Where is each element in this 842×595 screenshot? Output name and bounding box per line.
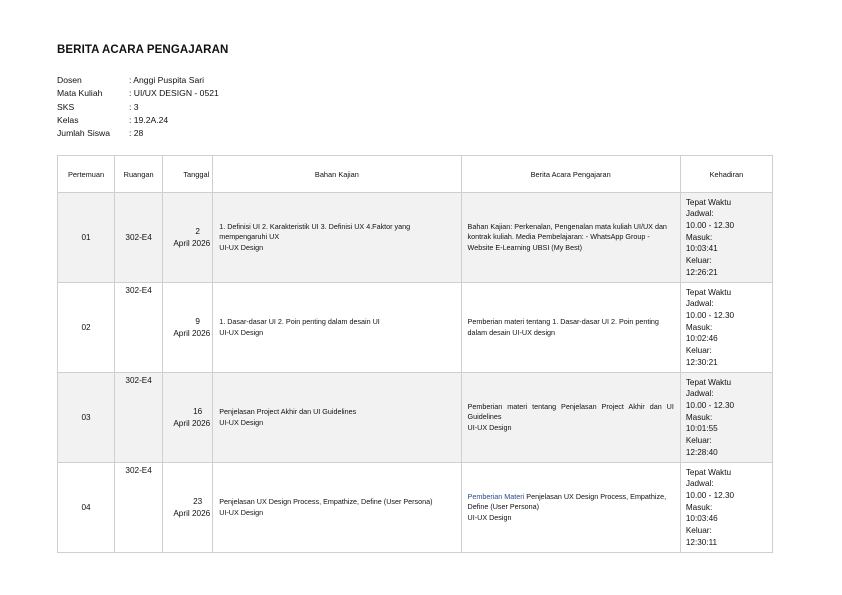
meta-row-dosen [57,74,219,87]
cell-bahan-kajian [213,463,461,553]
cell-bahan-kajian [213,283,461,373]
meta-value: : UI/UX DESIGN - 0521 [129,88,219,99]
cell-bahan-kajian [213,373,461,463]
hadir-keluar: 12:26:21 [685,267,718,277]
table-header-row [58,156,773,193]
hadir-status: Tepat Waktu [685,197,732,207]
hadir-jadwal-label: Jadwal: [685,389,714,399]
cell-berita-acara [461,283,680,373]
bahan-course: UI-UX Design [219,242,264,252]
meta-row-mata-kuliah [57,87,219,100]
tanggal-month: April 2026 [173,238,211,248]
meta-value: : 19.2A.24 [129,114,169,125]
cell-berita-acara [461,193,680,283]
hadir-masuk-label: Masuk: [685,502,713,512]
hadir-status: Tepat Waktu [685,467,732,477]
meta-label: SKS [57,101,75,112]
cell-kehadiran [680,373,772,463]
tanggal-day: 2 [195,226,200,236]
berita-text [468,492,674,513]
hadir-masuk-label: Masuk: [685,412,713,422]
cell-kehadiran [680,193,772,283]
cell-kehadiran [680,283,772,373]
table-row [58,463,773,553]
tanggal-day: 16 [193,406,203,416]
cell-ruangan: 302-E4 [115,193,163,283]
cell-pertemuan: 04 [58,463,115,553]
berita-course: UI-UX Design [467,512,512,522]
meta-label: Jumlah Siswa [57,128,111,139]
table-row [58,373,773,463]
meta-label: Dosen [57,75,82,85]
header-tanggal: Tanggal [163,156,213,193]
cell-tanggal [163,193,213,283]
hadir-masuk-label: Masuk: [685,322,713,332]
tanggal-month: April 2026 [173,418,211,428]
cell-ruangan: 302-E4 [115,283,163,373]
hadir-status: Tepat Waktu [685,287,732,297]
hadir-keluar: 12:28:40 [685,447,718,457]
cell-bahan-kajian [213,193,461,283]
cell-kehadiran [680,463,772,553]
berita-body: Pemberian materi tentang Penjelasan Project Akhir dan UI Guidelines [467,401,674,422]
hadir-masuk: 10:02:46 [685,334,718,344]
hadir-jadwal-label: Jadwal: [685,479,714,489]
hadir-keluar-label: Keluar: [685,526,712,536]
cell-ruangan: 302-E4 [115,373,163,463]
hadir-keluar-label: Keluar: [685,346,712,356]
hadir-keluar-label: Keluar: [685,256,712,266]
meta-row-kelas [57,114,219,127]
meta-row-jumlah-siswa [57,127,219,140]
hadir-jadwal: 10.00 - 12.30 [685,220,735,230]
bahan-text: 1. Definisi UI 2. Karakteristik UI 3. Definisi UX 4.Faktor yang mempengaruhi UX [219,221,411,242]
hadir-jadwal-label: Jadwal: [685,299,714,309]
meta-value: : Anggi Puspita Sari [129,75,205,85]
bahan-course: UI-UX Design [219,507,264,517]
berita-text [468,317,674,338]
cell-pertemuan: 01 [58,193,115,283]
hadir-masuk-label: Masuk: [685,232,713,242]
bahan-course: UI-UX Design [219,417,264,427]
bahan-text: 1. Dasar-dasar UI 2. Poin penting dalam desain UI [219,316,380,326]
berita-body: Penjelasan UX Design Process, Empathize, Define (User Persona) [467,491,667,512]
hadir-masuk: 10:03:41 [685,244,718,254]
tanggal-month: April 2026 [173,508,211,518]
bahan-text: Penjelasan Project Akhir dan UI Guidelines [219,406,357,416]
bahan-course: UI-UX Design [219,327,264,337]
berita-text [468,402,674,423]
meta-value: : 28 [129,128,144,139]
cell-ruangan: 302-E4 [115,463,163,553]
berita-link[interactable]: Pemberian Materi [467,491,525,501]
meta-row-sks [57,101,219,114]
berita-body: Pemberian materi tentang 1. Dasar-dasar UI 2. Poin penting dalam desain UI-UX design [467,316,659,337]
hadir-keluar: 12:30:21 [685,357,718,367]
header-bahan-kajian: Bahan Kajian [213,156,461,193]
meta-value: : 3 [129,101,139,112]
header-kehadiran: Kehadiran [680,156,772,193]
header-berita-acara: Berita Acara Pengajaran [461,156,680,193]
cell-tanggal [163,463,213,553]
hadir-keluar: 12:30:11 [685,537,718,547]
cell-pertemuan: 03 [58,373,115,463]
hadir-jadwal: 10.00 - 12.30 [685,310,735,320]
hadir-jadwal: 10.00 - 12.30 [685,400,735,410]
header-ruangan: Ruangan [115,156,163,193]
hadir-masuk: 10:03:46 [685,514,718,524]
cell-berita-acara [461,463,680,553]
berita-text [468,222,674,254]
hadir-status: Tepat Waktu [685,377,732,387]
header-pertemuan: Pertemuan [58,156,115,193]
cell-tanggal [163,373,213,463]
meta-block [57,74,219,140]
table-row [58,283,773,373]
berita-body: Bahan Kajian: Perkenalan, Pengenalan mata kuliah UI/UX dan kontrak kuliah. Media Pembelajaran: - WhatsApp Group - Website E-Learning UBSI (My Best) [467,221,667,252]
hadir-keluar-label: Keluar: [685,436,712,446]
table-row [58,193,773,283]
hadir-masuk: 10:01:55 [685,424,718,434]
document-title: BERITA ACARA PENGAJARAN [57,44,229,56]
tanggal-day: 23 [193,496,203,506]
meta-label: Kelas [57,114,79,125]
attendance-table [57,155,773,553]
cell-berita-acara [461,373,680,463]
hadir-jadwal-label: Jadwal: [685,209,714,219]
tanggal-day: 9 [195,316,200,326]
cell-tanggal [163,283,213,373]
hadir-jadwal: 10.00 - 12.30 [685,490,735,500]
cell-pertemuan: 02 [58,283,115,373]
bahan-text: Penjelasan UX Design Process, Empathize, Define (User Persona) [219,496,433,506]
tanggal-month: April 2026 [173,328,211,338]
meta-label: Mata Kuliah [57,88,103,99]
berita-course: UI-UX Design [467,422,512,432]
